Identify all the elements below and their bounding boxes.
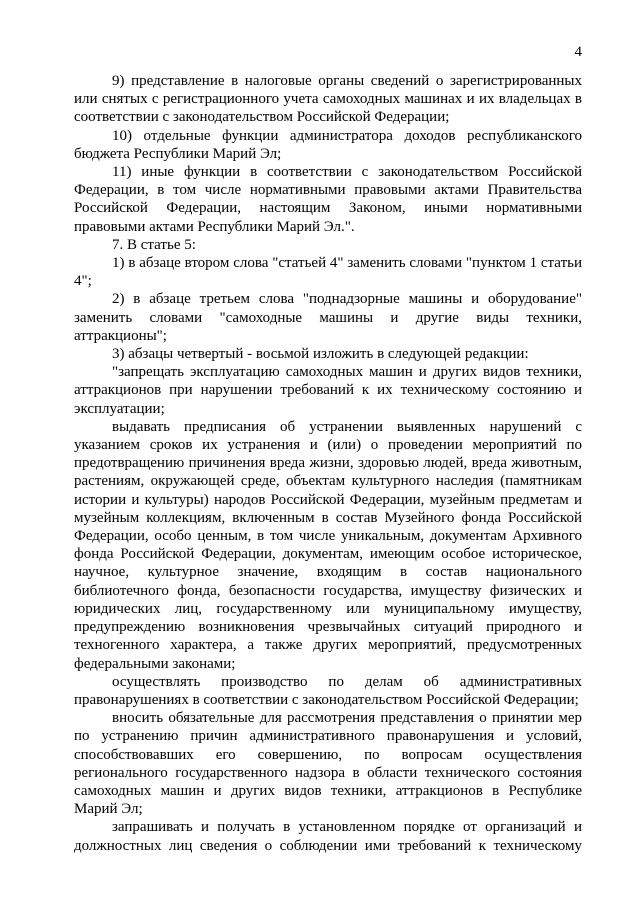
- document-body: [74, 72, 582, 855]
- paragraph-amendment-1: 1) в абзаце втором слова "статьей 4" заменить словами "пунктом 1 статьи 4";: [74, 255, 582, 290]
- paragraph-amendment-2: 2) в абзаце третьем слова "поднадзорные машины и оборудование" заменить словами "самоходные машины и другие виды техники, аттракционы";: [74, 291, 582, 344]
- page-number: 4: [574, 44, 582, 60]
- paragraph-amendment-3: 3) абзацы четвертый - восьмой изложить в следующей редакции:: [112, 346, 529, 363]
- paragraph-administrative-proceedings: осуществлять производство по делам об административных правонарушениях в соответствии с законодательством Российской Федерации;: [74, 673, 582, 708]
- paragraph-submit-representations: вносить обязательные для рассмотрения представления о принятии мер по устранению причин административного правонарушения и условий, способствовавших его совершению, по вопросам осуществления регионального государственного надзора в области технического состояния самоходных машин и других видов техники, аттракционов в Республике Марий Эл;: [74, 710, 582, 818]
- paragraph-item-10: 10) отдельные функции администратора доходов республиканского бюджета Республики Марий Эл;: [74, 127, 582, 162]
- paragraph-item-11: 11) иные функции в соответствии с законодательством Российской Федерации, в том числе нормативными правовыми актами Правительства Российской Федерации, настоящим Законом, иными нормативными правовыми актами Республики Марий Эл.".: [74, 164, 582, 235]
- paragraph-item-9: 9) представление в налоговые органы сведений о зарегистрированных или снятых с регистрационного учета самоходных машинах и их владельцах в соответствии с законодательством Российской Федерации;: [74, 73, 582, 126]
- paragraph-request-information: запрашивать и получать в установленном порядке от организаций и должностных лиц сведения о соблюдении ими требований к техническому: [74, 819, 582, 854]
- paragraph-prohibit-operation: "запрещать эксплуатацию самоходных машин и других видов техники, аттракционов при нарушении требований к их техническому состоянию и эксплуатации;: [74, 364, 582, 417]
- paragraph-article-5-heading: 7. В статье 5:: [112, 236, 196, 253]
- paragraph-issue-orders: выдавать предписания об устранении выявленных нарушений с указанием сроков их устранения и (или) о проведении мероприятий по предотвращению причинения вреда жизни, здоровью людей, вреда животным, растениям, окружающей среде, объектам культурного наследия (памятникам истории и культуры) народов Российской Федерации, музейным предметам и музейным коллекциям, включенным в состав Музейного фонда Российской Федерации, особо ценным, в том числе уникальным, документам Архивного фонда Российской Федерации, документам, имеющим особое историческое, научное, культурное значение, входящим в состав национального библиотечного фонда, безопасности государства, имуществу физических и юридических лиц, государственному или муниципальному имуществу, предупреждению возникновения чрезвычайных ситуаций природного и техногенного характера, а также других мероприятий, предусмотренных федеральными законами;: [74, 418, 582, 672]
